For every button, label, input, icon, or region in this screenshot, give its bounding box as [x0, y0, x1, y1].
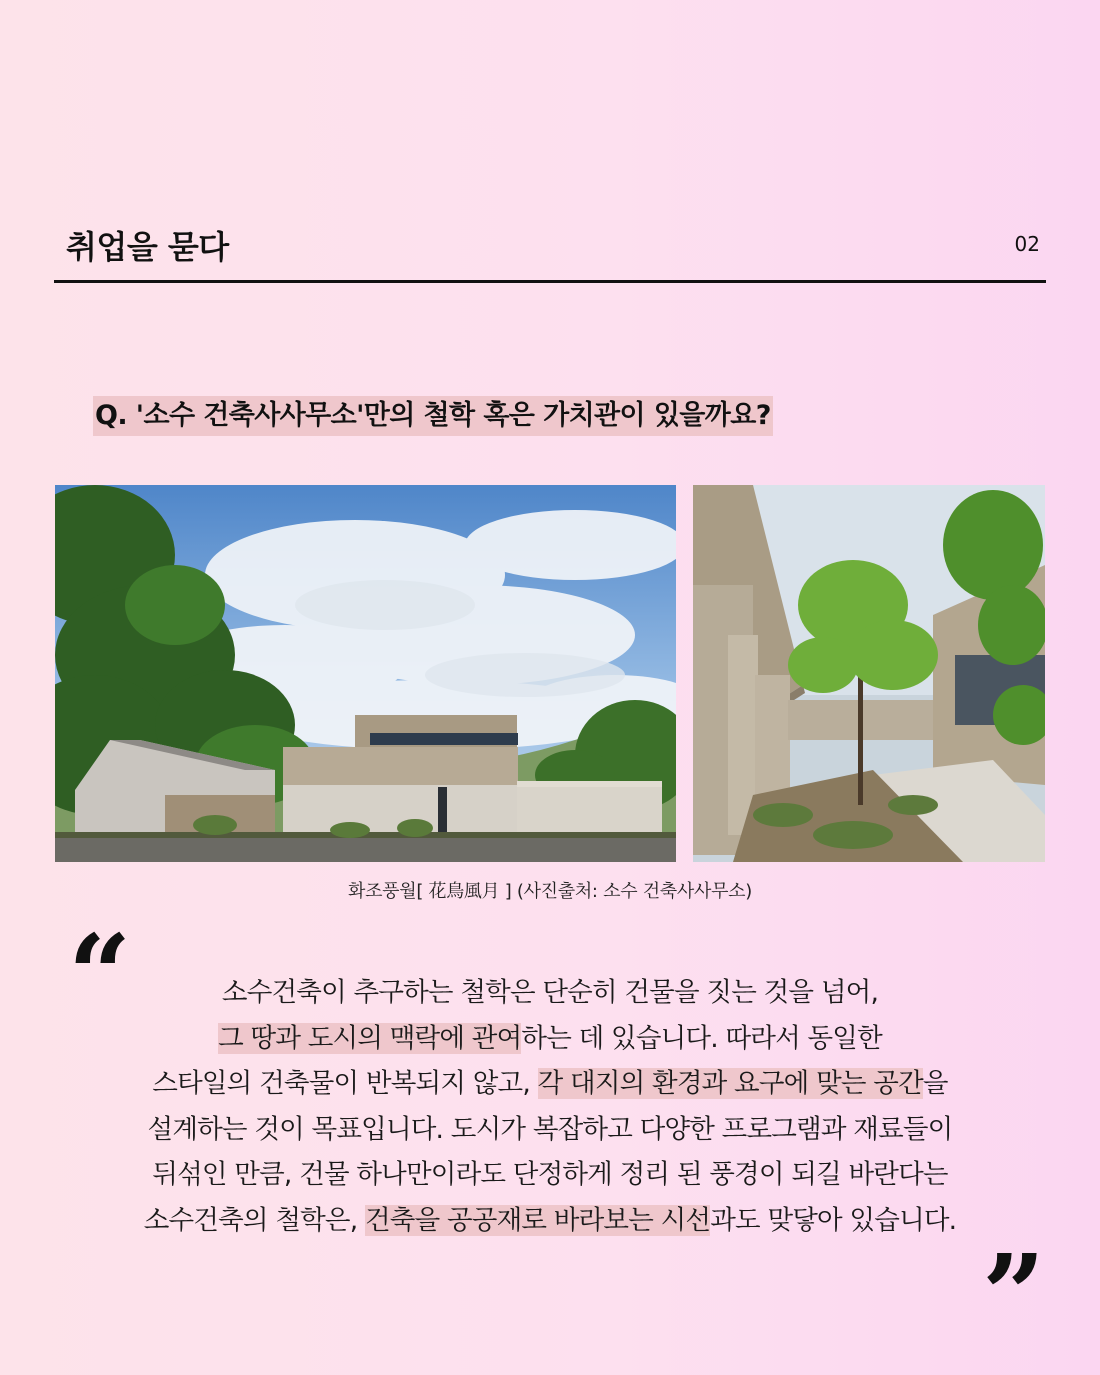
close-quote-mark: ”	[982, 1230, 1046, 1359]
courtyard-photo	[693, 485, 1045, 862]
quote-line: 소수건축의 철학은, 건축을 공공재로 바라보는 시선과도 맞닿아 있습니다.	[143, 1204, 957, 1236]
page-title: 취업을 묻다	[66, 228, 229, 266]
quote-body	[60, 970, 1040, 1243]
quote-line: 설계하는 것이 목표입니다. 도시가 복잡하고 다양한 프로그램과 재료들이	[147, 1113, 953, 1145]
building-exterior-photo	[55, 485, 676, 862]
quote-line: 소수건축이 추구하는 철학은 단순히 건물을 짓는 것을 넘어,	[221, 977, 879, 1008]
highlight-context: 그 땅과 도시의 맥락에 관여	[218, 1022, 522, 1054]
highlight-site-space: 각 대지의 환경과 요구에 맞는 공간	[537, 1068, 923, 1099]
photo-caption: 화조풍월[ 花鳥風月 ] (사진출처: 소수 건축사사무소)	[348, 881, 752, 902]
header-divider	[54, 280, 1046, 283]
page-number: 02	[1014, 232, 1040, 256]
quote-line: 그 땅과 도시의 맥락에 관여하는 데 있습니다. 따라서 동일한	[218, 1022, 882, 1054]
open-quote-mark: “	[68, 910, 132, 1039]
question-heading: Q. '소수 건축사사무소'만의 철학 혹은 가치관이 있을까요?	[93, 396, 773, 436]
highlight-public-good: 건축을 공공재로 바라보는 시선	[364, 1204, 711, 1236]
quote-line: 스타일의 건축물이 반복되지 않고, 각 대지의 환경과 요구에 맞는 공간을	[152, 1068, 948, 1099]
quote-line: 뒤섞인 만큼, 건물 하나만이라도 단정하게 정리 된 풍경이 되길 바란다는	[152, 1159, 948, 1190]
